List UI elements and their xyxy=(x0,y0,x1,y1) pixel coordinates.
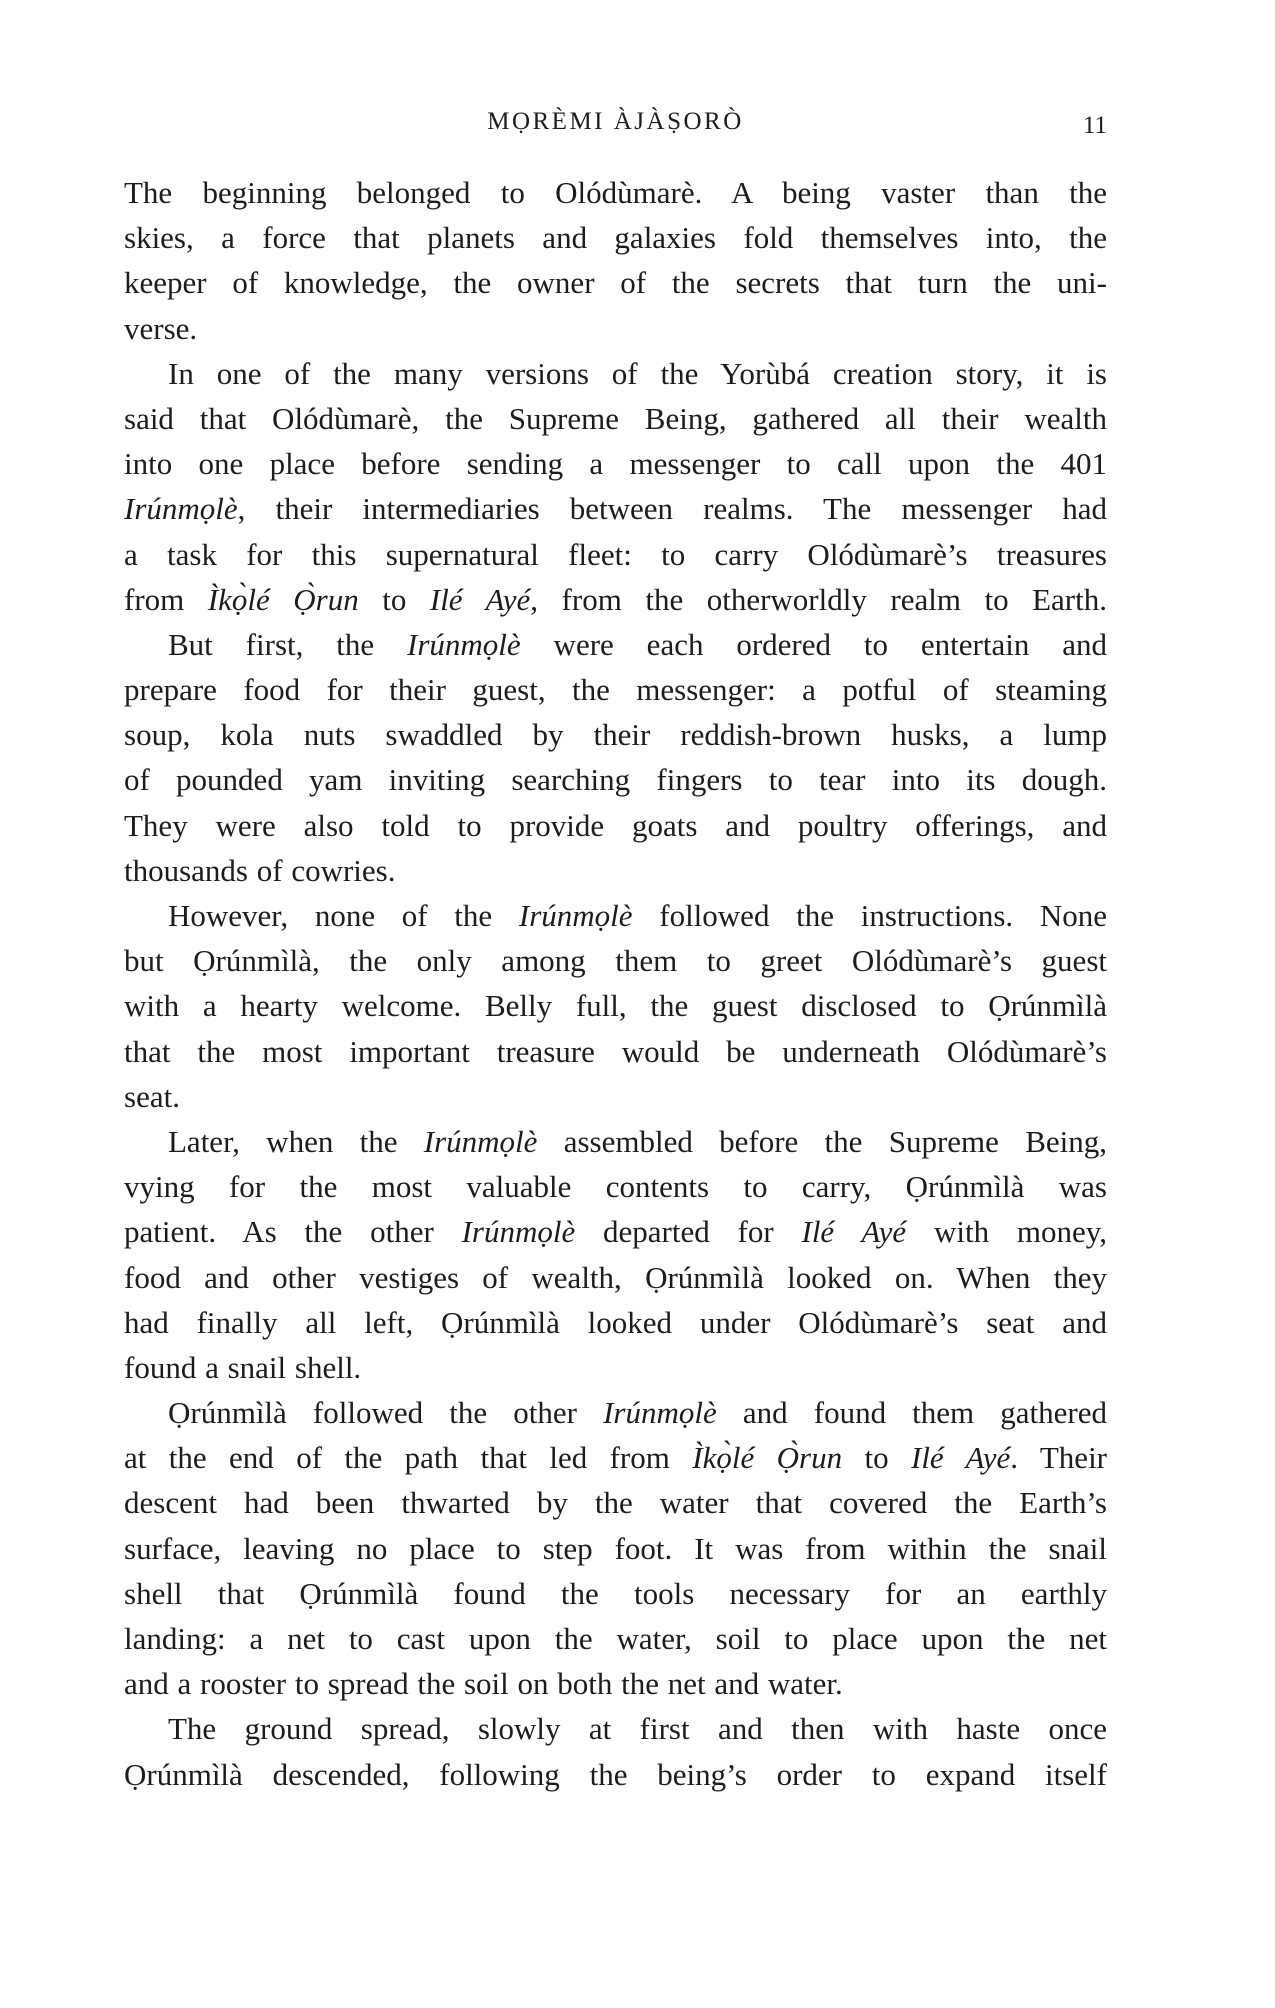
text-line: of pounded yam inviting searching fingers to tear into its dough. xyxy=(124,762,1107,798)
text-line: at the end of the path that led from Ìkọ̀lé Ọ̀run to Ilé Ayé. Their xyxy=(124,1440,1108,1476)
text-line: patient. As the other Irúnmọlè departed for Ilé Ayé with money, xyxy=(124,1214,1107,1250)
text-line: verse. xyxy=(124,310,198,346)
paragraph xyxy=(124,1119,1107,1390)
paragraph xyxy=(124,1706,1107,1796)
paragraph xyxy=(124,170,1107,351)
italic-term: Irúnmọlè xyxy=(124,491,238,527)
text-line: Irúnmọlè, their intermediaries between realms. The messenger had xyxy=(124,491,1107,527)
text-line: They were also told to provide goats and poultry offerings, and xyxy=(124,807,1107,843)
text-line: into one place before sending a messenger to call upon the 401 xyxy=(124,446,1107,482)
text-line: Ọrúnmìlà descended, following the being’s order to expand itself xyxy=(124,1756,1107,1792)
paragraph xyxy=(124,893,1107,1119)
body-text xyxy=(124,170,1107,1797)
text-line: with a hearty welcome. Belly full, the guest disclosed to Ọrúnmìlà xyxy=(124,988,1107,1024)
paragraph xyxy=(124,351,1107,622)
italic-term: Irúnmọlè xyxy=(407,626,521,662)
text-line: vying for the most valuable contents to carry, Ọrúnmìlà was xyxy=(124,1169,1107,1205)
italic-term: Ilé Ayé xyxy=(911,1440,1011,1476)
text-line: landing: a net to cast upon the water, soil to place upon the net xyxy=(124,1621,1107,1656)
running-title: MỌRÈMI ÀJÀṢORÒ xyxy=(487,108,744,135)
page-header xyxy=(124,108,1107,148)
text-line: found a snail shell. xyxy=(124,1349,362,1385)
text-line: Ọrúnmìlà followed the other Irúnmọlè and found them gathered xyxy=(168,1395,1108,1431)
italic-term: Irúnmọlè xyxy=(518,898,633,933)
text-line: food and other vestiges of wealth, Ọrúnmìlà looked on. When they xyxy=(124,1259,1107,1295)
italic-term: Ìkọ̀lé Ọ̀run xyxy=(207,581,359,617)
text-line: soup, kola nuts swaddled by their reddish-brown husks, a lump xyxy=(124,717,1107,753)
text-line: and a rooster to spread the soil on both the net and water. xyxy=(124,1666,843,1702)
text-line: surface, leaving no place to step foot. It was from within the snail xyxy=(124,1530,1107,1566)
text-line: said that Olódùmarè, the Supreme Being, gathered all their wealth xyxy=(124,400,1107,436)
text-line: In one of the many versions of the Yorùbá creation story, it is xyxy=(168,355,1107,391)
text-line: a task for this supernatural fleet: to carry Olódùmarè’s treasures xyxy=(124,536,1107,572)
text-line: However, none of the Irúnmọlè followed the instructions. None xyxy=(168,898,1107,933)
italic-term: Irúnmọlè xyxy=(423,1123,538,1159)
italic-term: Ilé Ayé xyxy=(429,581,531,617)
text-line: that the most important treasure would be underneath Olódùmarè’s xyxy=(124,1033,1107,1069)
text-line: But first, the Irúnmọlè were each ordered to entertain and xyxy=(168,626,1107,662)
text-line: had finally all left, Ọrúnmìlà looked under Olódùmarè’s seat and xyxy=(124,1304,1107,1340)
text-line: from Ìkọ̀lé Ọ̀run to Ilé Ayé, from the otherworldly realm to Earth. xyxy=(124,581,1107,617)
page-number: 11 xyxy=(1082,112,1107,139)
italic-term: Ilé Ayé xyxy=(801,1214,907,1250)
text-line: seat. xyxy=(124,1078,180,1114)
text-line: Later, when the Irúnmọlè assembled before the Supreme Being, xyxy=(168,1123,1107,1159)
italic-term: Irúnmọlè xyxy=(461,1214,576,1250)
italic-term: Ìkọ̀lé Ọ̀run xyxy=(692,1440,843,1476)
text-line: but Ọrúnmìlà, the only among them to greet Olódùmarè’s guest xyxy=(124,943,1107,979)
text-line: skies, a force that planets and galaxies fold themselves into, the xyxy=(124,220,1107,256)
text-line: keeper of knowledge, the owner of the secrets that turn the uni- xyxy=(124,265,1107,301)
italic-term: Irúnmọlè xyxy=(603,1395,717,1431)
paragraph xyxy=(124,1390,1107,1706)
text-line: descent had been thwarted by the water that covered the Earth’s xyxy=(124,1485,1107,1521)
text-line: thousands of cowries. xyxy=(124,852,396,888)
text-line: The beginning belonged to Olódùmarè. A being vaster than the xyxy=(124,175,1107,210)
paragraph xyxy=(124,622,1107,893)
text-line: prepare food for their guest, the messenger: a potful of steaming xyxy=(124,672,1107,708)
text-line: The ground spread, slowly at first and then with haste once xyxy=(168,1711,1107,1747)
text-line: shell that Ọrúnmìlà found the tools necessary for an earthly xyxy=(124,1575,1107,1611)
